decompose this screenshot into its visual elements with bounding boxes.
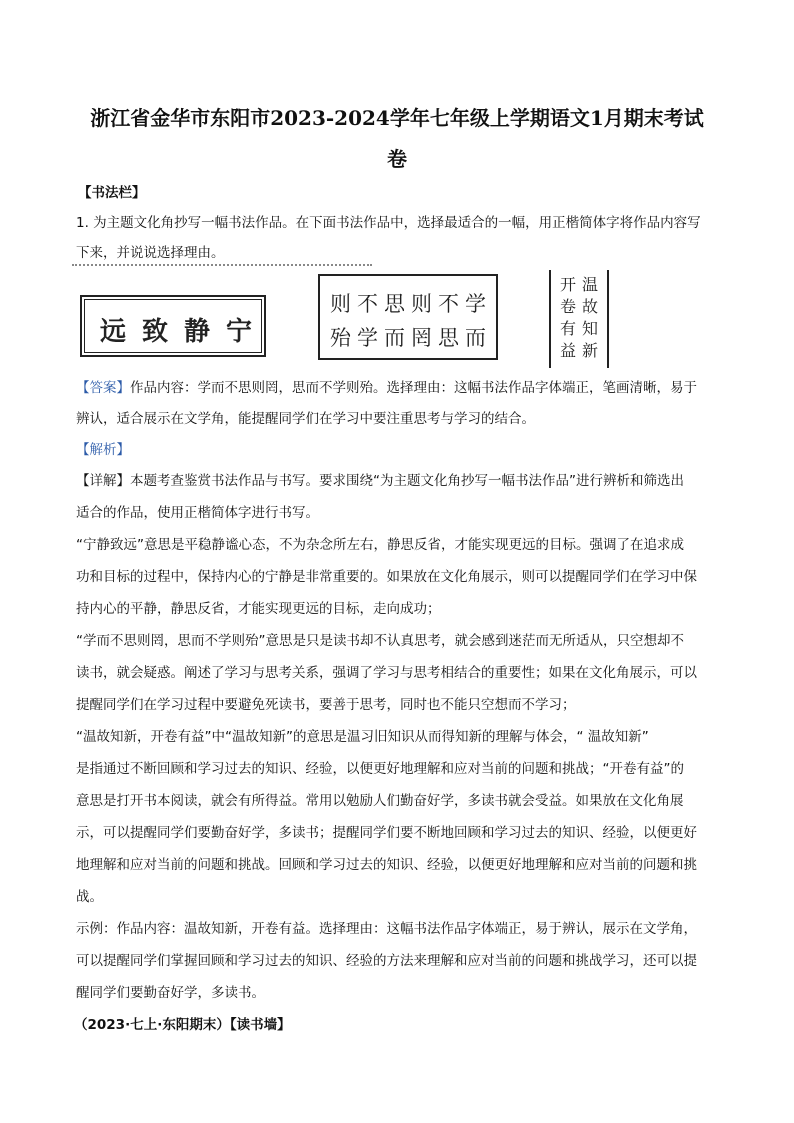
question-line2: 下来，并说说选择理由。 xyxy=(76,245,225,261)
calligraphy-char: 致 xyxy=(142,317,169,347)
calligraphy-row-1: 则不思则不学 xyxy=(330,292,492,316)
detail-line-16: 可以提醒同学们掌握回顾和学习过去的知识、经验的方法来理解和应对当前的问题和挑战学习，还可以提 xyxy=(76,953,697,969)
calligraphy-col-left: 开卷有益 xyxy=(559,275,576,360)
next-section-header: （2023·七上·东阳期末）【读书墙】 xyxy=(74,1017,291,1033)
detail-line-17: 醒同学们要勤奋好学，多读书。 xyxy=(76,985,265,1001)
calligraphy-char: 宁 xyxy=(226,317,253,347)
answer-line1 xyxy=(76,379,697,397)
detail-line-8: 提醒同学们在学习过程中要避免死读书，要善于思考，同时也不能只空想而不学习； xyxy=(76,697,576,713)
detail-line-1 xyxy=(76,472,684,490)
detail-line-6: “学而不思则罔，思而不学则殆”意思是只是读书却不认真思考，就会感到迷茫而无所适从，只空想却不 xyxy=(76,633,684,649)
answer-text-1: 作品内容：学而不思则罔，思而不学则殆。选择理由：这幅书法作品字体端正，笔画清晰，易于 xyxy=(130,380,697,396)
calligraphy-char: 静 xyxy=(184,317,211,347)
detail-line-9: “温故知新，开卷有益”中“温故知新”的意思是温习旧知识从而得知新的理解与体会，“ 温故知新” xyxy=(76,729,649,745)
detail-line-4: 功和目标的过程中，保持内心的宁静是非常重要的。如果放在文化角展示，则可以提醒同学们在学习中保 xyxy=(76,569,697,585)
answer-label: 【答案】 xyxy=(76,380,130,396)
detail-line-14: 战。 xyxy=(76,889,103,905)
calligraphy-char: 远 xyxy=(100,317,127,347)
detail-line-10: 是指通过不断回顾和学习过去的知识、经验，以便更好地理解和应对当前的问题和挑战；“开卷有益”的 xyxy=(76,761,684,777)
detail-line-2: 适合的作品，使用正楷简体字进行书写。 xyxy=(76,505,319,521)
detail-line-13: 地理解和应对当前的问题和挑战。回顾和学习过去的知识、经验，以便更好地理解和应对当前的问题和挑 xyxy=(76,857,697,873)
calligraphy-col-right: 温故知新 xyxy=(581,275,598,360)
page-title-line1: 浙江省金华市东阳市2023-2024学年七年级上学期语文1月期末考试 xyxy=(90,106,704,130)
calligraphy-work-3 xyxy=(549,270,609,368)
faint-scan-marks xyxy=(72,264,372,272)
calligraphy-work-2 xyxy=(318,274,498,360)
detail-line-12: 示，可以提醒同学们要勤奋好学，多读书；提醒同学们要不断地回顾和学习过去的知识、经验，以便更好 xyxy=(76,825,697,841)
question-line1: 1. 为主题文化角抄写一幅书法作品。在下面书法作品中，选择最适合的一幅，用正楷简体字将作品内容写 xyxy=(76,215,701,231)
answer-line2: 辨认，适合展示在文学角，能提醒同学们在学习中要注重思考与学习的结合。 xyxy=(76,411,535,427)
calligraphy-row-2: 殆学而罔思而 xyxy=(330,326,492,350)
page-title-line2: 卷 xyxy=(387,147,407,171)
detail-line-7: 读书，就会疑惑。阐述了学习与思考关系，强调了学习与思考相结合的重要性；如果在文化角展示，可以 xyxy=(76,665,697,681)
calligraphy-work-1 xyxy=(80,295,266,357)
detail-line-5: 持内心的平静，静思反省，才能实现更远的目标，走向成功； xyxy=(76,601,441,617)
section-header: 【书法栏】 xyxy=(78,185,146,201)
detail-line-3: “宁静致远”意思是平稳静谧心态，不为杂念所左右，静思反省，才能实现更远的目标。强调了在追求成 xyxy=(76,537,684,553)
detail-text-1: 本题考查鉴赏书法作品与书写。要求围绕“为主题文化角抄写一幅书法作品”进行辨析和筛选出 xyxy=(130,473,684,489)
detail-line-15: 示例：作品内容：温故知新，开卷有益。选择理由：这幅书法作品字体端正，易于辨认，展示在文学角， xyxy=(76,921,697,937)
detail-line-11: 意思是打开书本阅读，就会有所得益。常用以勉励人们勤奋好学，多读书就会受益。如果放在文化角展 xyxy=(76,793,684,809)
detail-label: 【详解】 xyxy=(76,473,130,489)
analysis-label: 【解析】 xyxy=(76,442,130,458)
